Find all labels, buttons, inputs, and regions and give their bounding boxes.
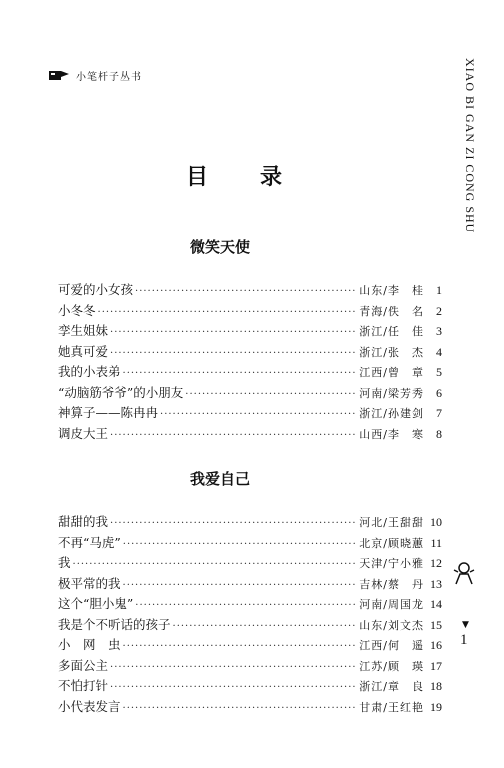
child-illustration-icon — [452, 560, 476, 586]
toc-entry[interactable] — [58, 594, 442, 615]
series-title: 小笔杆子丛书 — [76, 71, 142, 83]
toc-entry[interactable] — [58, 362, 442, 383]
dot-leader — [123, 368, 358, 379]
entry-author: 山西/李 寒 — [359, 427, 424, 441]
toc-entry[interactable] — [58, 383, 442, 404]
dot-leader — [123, 641, 358, 652]
entry-title: 可爱的小女孩 — [58, 282, 134, 297]
entry-author: 浙江/章 良 — [359, 680, 424, 693]
pen-logo-icon — [48, 68, 70, 82]
dot-leader — [123, 703, 358, 714]
entry-title: 多面公主 — [58, 657, 109, 673]
entry-title: 调皮大王 — [58, 425, 109, 441]
entry-title: 小代表发言 — [58, 698, 121, 714]
dot-leader — [73, 559, 358, 570]
toc-entry[interactable] — [58, 656, 442, 677]
toc-entry[interactable] — [58, 424, 442, 445]
entry-page: 16 — [430, 638, 442, 652]
entry-title: 神算子——陈冉冉 — [58, 405, 159, 420]
title-char-2: 录 — [260, 164, 283, 190]
dot-leader — [123, 580, 358, 591]
series-header — [48, 66, 142, 84]
entry-title: 她真可爱 — [58, 343, 109, 359]
toc-entry[interactable] — [58, 301, 442, 322]
toc-entry[interactable] — [58, 676, 442, 697]
entry-title: 孪生姐妹 — [58, 323, 109, 338]
entry-page: 14 — [430, 597, 442, 611]
page-title — [186, 160, 282, 191]
toc-entry[interactable] — [58, 533, 442, 554]
entry-title: 甜甜的我 — [58, 514, 109, 529]
toc-entry[interactable] — [58, 697, 442, 718]
dot-leader — [185, 389, 357, 400]
entry-author: 甘肃/王红艳 — [359, 700, 424, 714]
entry-page: 11 — [430, 535, 442, 550]
entry-author: 江西/何 遥 — [359, 639, 424, 652]
toc-entry[interactable] — [58, 321, 442, 342]
entry-author: 河南/周国龙 — [359, 598, 424, 611]
dot-leader — [110, 662, 357, 673]
entry-page: 7 — [436, 406, 442, 420]
entry-title: 我 — [58, 555, 71, 570]
entry-title: 极平常的我 — [58, 575, 121, 591]
entry-title: “动脑筋爷爷”的小朋友 — [58, 384, 184, 400]
entry-title: 小冬冬 — [58, 302, 96, 318]
dot-leader — [173, 621, 358, 632]
toc-entry[interactable] — [58, 553, 442, 574]
toc-entry[interactable] — [58, 574, 442, 595]
entry-page: 4 — [436, 344, 442, 359]
toc-entry[interactable] — [58, 342, 442, 363]
dot-leader — [110, 682, 357, 693]
page-number: 1 — [460, 632, 468, 648]
dot-leader — [98, 307, 358, 318]
toc-entry[interactable] — [58, 280, 442, 301]
dot-leader — [160, 409, 357, 420]
entry-page: 3 — [436, 324, 442, 338]
toc-section-2 — [58, 512, 442, 717]
entry-page: 5 — [436, 365, 442, 379]
entry-page: 12 — [430, 556, 442, 570]
entry-title: 这个“胆小鬼” — [58, 596, 134, 611]
entry-author: 江西/曾 章 — [359, 366, 424, 379]
entry-title: 我的小表弟 — [58, 364, 121, 379]
dot-leader — [110, 327, 357, 338]
dot-leader — [123, 539, 358, 550]
entry-author: 山东/刘文杰 — [359, 618, 424, 632]
entry-page: 6 — [436, 385, 442, 400]
toc-section-1 — [58, 280, 442, 444]
entry-author: 北京/顾晓蕙 — [359, 536, 424, 550]
entry-title: 我是个不听话的孩子 — [58, 616, 171, 632]
entry-page: 2 — [436, 303, 442, 318]
entry-page: 10 — [430, 515, 442, 529]
entry-title: 不再“马虎” — [58, 534, 121, 550]
section-heading-2: 我爱自己 — [189, 470, 250, 488]
entry-page: 18 — [430, 679, 442, 693]
toc-entry[interactable] — [58, 635, 442, 656]
entry-author: 浙江/孙建剑 — [359, 407, 424, 420]
series-vertical-title: XIAO BI GAN ZI CONG SHU — [463, 58, 477, 234]
toc-entry[interactable] — [58, 615, 442, 636]
entry-author: 河北/王甜甜 — [359, 516, 424, 529]
entry-page: 8 — [436, 426, 442, 441]
entry-page: 13 — [430, 576, 442, 591]
entry-author: 浙江/张 杰 — [359, 345, 424, 359]
entry-author: 山东/李 桂 — [359, 284, 424, 297]
entry-author: 吉林/蔡 丹 — [359, 577, 424, 591]
entry-page: 1 — [436, 283, 442, 297]
dot-leader — [110, 430, 357, 441]
dot-leader — [135, 600, 357, 611]
entry-page: 19 — [430, 699, 442, 714]
toc-entry[interactable] — [58, 512, 442, 533]
entry-title: 小 网 虫 — [58, 637, 121, 652]
section-heading-1: 微笑天使 — [189, 238, 250, 256]
dot-leader — [110, 348, 357, 359]
entry-author: 河南/梁芳秀 — [359, 386, 424, 400]
dot-leader — [110, 518, 357, 529]
entry-title: 不怕打针 — [58, 678, 109, 693]
down-triangle-icon: ▼ — [462, 620, 469, 630]
entry-author: 浙江/任 佳 — [359, 325, 424, 338]
entry-author: 青海/佚 名 — [359, 304, 424, 318]
title-char-1: 目 — [186, 164, 209, 190]
entry-page: 15 — [430, 617, 442, 632]
entry-author: 江苏/顾 瑛 — [359, 659, 424, 673]
dot-leader — [135, 286, 357, 297]
entry-author: 天津/宁小雅 — [359, 557, 424, 570]
entry-page: 17 — [430, 658, 442, 673]
toc-entry[interactable] — [58, 403, 442, 424]
